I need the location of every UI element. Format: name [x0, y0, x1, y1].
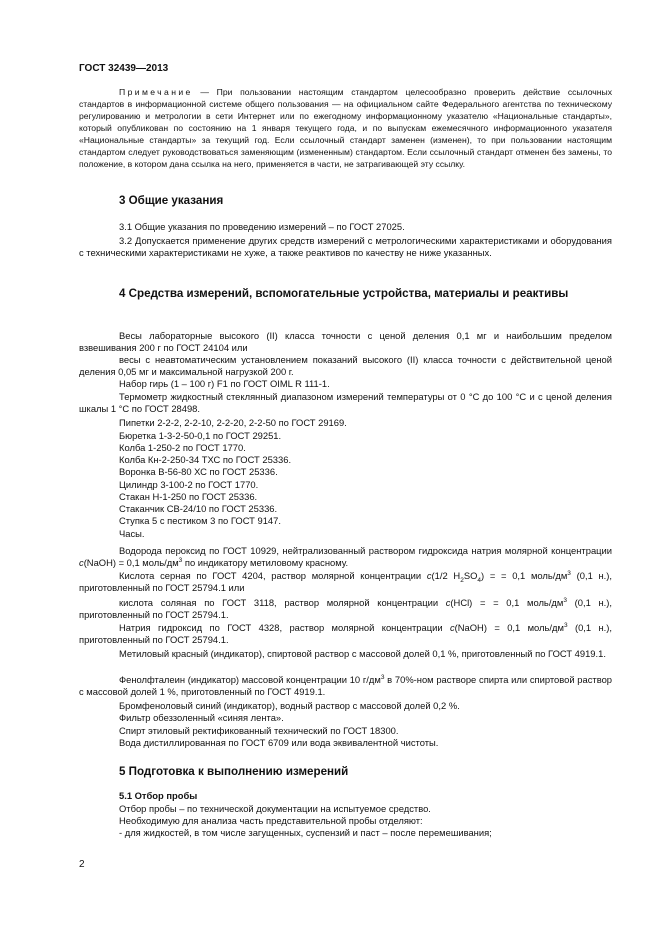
reagent-ethanol: Спирт этиловый ректификованный технический по ГОСТ 18300. — [119, 725, 399, 736]
weights-set: Набор гирь (1 – 100 г) F1 по ГОСТ OIML R 111-1. — [119, 378, 330, 389]
sampling-line-1: Отбор пробы – по технической документации на испытуемое средство. — [119, 803, 431, 814]
equipment-item: Стакан Н-1-250 по ГОСТ 25336. — [119, 491, 258, 502]
reagent-peroxide: Водорода пероксид по ГОСТ 10929, нейтрализованный раствором гидроксида натрия молярной концентрации с(NaOH) = 0,1 моль/$дм^3$ по индикатору метиловому красному. — [79, 545, 612, 569]
balance-2: весы с неавтоматическим установлением показаний высокого (II) класса точности с действительной ценой деления 0,05 мг и максимальной нагрузкой 200 г. — [79, 354, 612, 378]
sampling-line-2: Необходимую для анализа часть представительной пробы отделяют: — [119, 815, 423, 826]
reagent-hydrochloric-acid: кислота соляная по ГОСТ 3118, раствор молярной концентрации с(HCl) = = 0,1 моль/$дм^3$ (0,1 н.), приготовленный по ГОСТ 25794.1. — [79, 596, 612, 621]
equipment-item: Цилиндр 3-100-2 по ГОСТ 1770. — [119, 479, 259, 490]
balance-1: Весы лабораторные высокого (II) класса точности с ценой деления 0,1 мг и наибольшим пределом взвешивания 200 г по ГОСТ 24104 или — [79, 330, 612, 354]
equipment-item: Воронка В-56-80 ХС по ГОСТ 25336. — [119, 466, 278, 477]
equipment-item: Часы. — [119, 528, 145, 539]
clause-5-1-title: 5.1 Отбор пробы — [119, 790, 198, 801]
note-text: — При пользовании настоящим стандартом целесообразно проверить действие ссылочных стандартов в информационной системе общего пользования — на официальном сайте Федерального агентства по техническому регулированию и метрологии в сети Интернет или по ежегодному информационному указателю «Национальные стандарты», который опубликован по состоянию на 1 января текущего года, и по выпускам ежемесячного информационного указателя «Национальные стандарты» за текущий год. Если ссылочный стандарт заменен (изменен), то при пользовании настоящим стандартом следует руководствоваться заменяющим (измененным) стандартом. Если ссылочный стандарт отменен без замены, то положение, в котором дана ссылка на него, применяется в части, не затрагивающей эту ссылку. — [79, 87, 612, 170]
thermometer: Термометр жидкостный стеклянный диапазоном измерений температуры от 0 °С до 100 °С и с ценой деления шкалы 1 °С по ГОСТ 28498. — [79, 391, 612, 415]
equipment-item: Бюретка 1-3-2-50-0,1 по ГОСТ 29251. — [119, 430, 282, 441]
filter-paper: Фильтр обеззоленный «синяя лента». — [119, 712, 284, 723]
equipment-item: Пипетки 2-2-2, 2-2-10, 2-2-20, 2-2-50 по ГОСТ 29169. — [119, 417, 347, 428]
equipment-item: Колба 1-250-2 по ГОСТ 1770. — [119, 442, 246, 453]
equipment-item: Ступка 5 с пестиком 3 по ГОСТ 9147. — [119, 515, 281, 526]
note-paragraph — [79, 86, 612, 170]
reagent-sulfuric-acid: Кислота серная по ГОСТ 4204, раствор молярной концентрации с(1/2 $H_2SO_4$) = = 0,1 моль/$дм^3$ (0,1 н.), приготовленный по ГОСТ 25794.1 или — [79, 569, 613, 594]
reagent-phenolphthalein: Фенолфталеин (индикатор) массовой концентрации 10 $г/дм^3$ в 70%-ном растворе спирта или спиртовой раствор с массовой долей 1 %, приготовленный по ГОСТ 4919.1. — [79, 673, 612, 698]
reagent-methyl-red: Метиловый красный (индикатор), спиртовой раствор с массовой долей 0,1 %, приготовленный по ГОСТ 4919.1. — [119, 648, 606, 659]
equipment-item: Стаканчик СВ-24/10 по ГОСТ 25336. — [119, 503, 278, 514]
reagent-sodium-hydroxide: Натрия гидроксид по ГОСТ 4328, раствор молярной концентрации с(NaOH) = 0,1 моль/$дм^3$ (0,1 н.), приготовленный по ГОСТ 25794.1. — [79, 621, 612, 646]
reagent-bromphenol-blue: Бромфеноловый синий (индикатор), водный раствор с массовой долей 0,2 %. — [119, 700, 460, 711]
note-label: Примечание — [119, 87, 193, 97]
equipment-item: Колба Кн-2-250-34 ТХС по ГОСТ 25336. — [119, 454, 292, 465]
clause-3-2: 3.2 Допускается применение других средств измерений с метрологическими характеристиками и оборудования с техническими характеристиками не хуже, а также реактивов по качеству не ниже указанных. — [79, 235, 612, 259]
section-4-title: 4 Средства измерений, вспомогательные устройства, материалы и реактивы — [119, 287, 569, 300]
section-5-title: 5 Подготовка к выполнению измерений — [119, 765, 349, 778]
reagent-water: Вода дистиллированная по ГОСТ 6709 или вода эквивалентной чистоты. — [119, 737, 439, 748]
clause-3-1: 3.1 Общие указания по проведению измерений – по ГОСТ 27025. — [119, 221, 405, 232]
page-number: 2 — [79, 859, 85, 870]
sampling-line-3: - для жидкостей, в том числе загущенных, суспензий и паст – после перемешивания; — [119, 827, 492, 838]
section-3-title: 3 Общие указания — [119, 194, 224, 207]
document-header: ГОСТ 32439—2013 — [79, 63, 169, 74]
